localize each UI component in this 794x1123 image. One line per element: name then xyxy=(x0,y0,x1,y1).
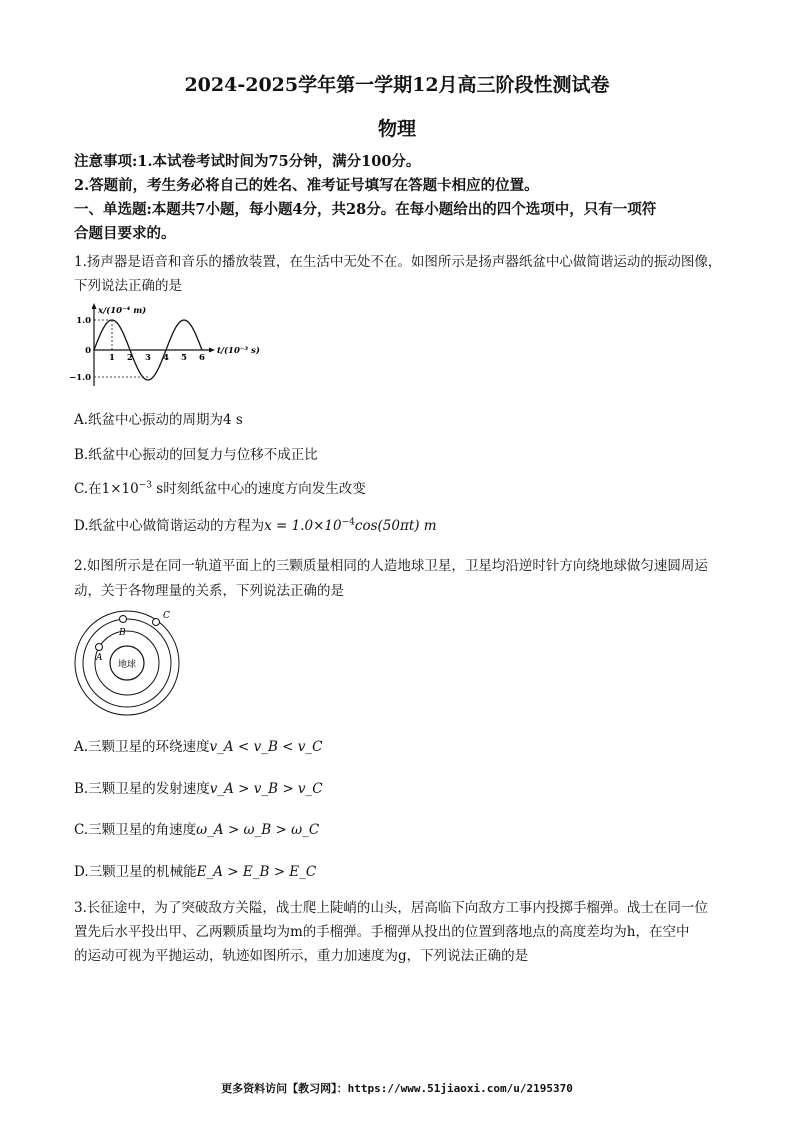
satellite-b-label: B xyxy=(119,628,126,638)
section-instructions-line-1: 一、单选题:本题共7小题，每小题4分，共28分。在每小题给出的四个选项中，只有一项符 xyxy=(74,201,657,218)
q3-stem-line-3: 的运动可视为平抛运动，轨迹如图所示，重力加速度为g，下列说法正确的是 xyxy=(74,948,529,964)
subject-title: 物理 xyxy=(377,118,416,140)
y-axis-label: x/(10⁻⁴ m) xyxy=(98,306,147,316)
notes-line-1: 注意事项:1.本试卷考试时间为75分钟，满分100分。 xyxy=(74,153,421,170)
satellite-b xyxy=(120,616,127,623)
x-tick-4: 4 xyxy=(163,353,169,363)
q1-option-c-pre: C.在1×10 xyxy=(74,481,139,497)
y-tick-min: −1.0 xyxy=(69,373,91,383)
q1-option-d xyxy=(74,514,437,534)
q2-option-d-pre: D.三颗卫星的机械能 xyxy=(74,864,197,880)
q1-vibration-graph xyxy=(69,298,262,393)
q3-stem-line-1: 3.长征途中，为了突破敌方关隘，战士爬上陡峭的山头，居高临下向敌方工事内投掷手榴弹。战士在同一位 xyxy=(74,900,708,916)
q2-option-c xyxy=(74,818,319,838)
x-axis-label: t/(10⁻³ s) xyxy=(217,346,260,356)
q1-stem-line-1: 1.扬声器是语音和音乐的播放装置，在生活中无处不在。如图所示是扬声器纸盆中心做简谐运动的振动图像， xyxy=(74,254,722,270)
q2-option-a-eq: v_A < v_B < v_C xyxy=(209,739,323,755)
q2-option-a xyxy=(74,735,322,755)
q3-stem-line-2: 置先后水平投出甲、乙两颗质量均为m的手榴弹。手榴弹从投出的位置到落地点的高度差均为h，在空中 xyxy=(74,924,690,940)
section-instructions-line-2: 合题目要求的。 xyxy=(74,225,176,242)
y-tick-max: 1.0 xyxy=(76,316,91,326)
x-tick-2: 2 xyxy=(127,353,133,363)
satellite-c-label: C xyxy=(163,611,170,621)
footer-link[interactable]: 更多资料访问【教习网】：https://www.51jiaoxi.com/u/2195370 xyxy=(221,1082,573,1095)
q2-option-b-eq: v_A > v_B > v_C xyxy=(209,781,323,797)
q2-option-c-eq: ω_A > ω_B > ω_C xyxy=(196,822,320,838)
q2-option-b xyxy=(74,777,323,797)
x-axis-arrow xyxy=(209,348,215,353)
q1-option-a: A.纸盆中心振动的周期为4 s xyxy=(74,412,243,428)
q1-option-c-post: s时刻纸盆中心的速度方向发生改变 xyxy=(152,481,366,497)
q2-orbit-figure xyxy=(72,608,182,718)
q2-option-c-pre: C.三颗卫星的角速度 xyxy=(74,822,197,838)
q2-option-d-eq: E_A > E_B > E_C xyxy=(196,864,317,880)
q2-option-b-pre: B.三颗卫星的发射速度 xyxy=(74,781,210,797)
q1-option-d-eq2: cos(50πt) m xyxy=(354,518,437,534)
notes-line-2: 2.答题前，考生务必将自己的姓名、准考证号填写在答题卡相应的位置。 xyxy=(74,177,539,194)
q1-option-d-pre: D.纸盆中心做简谐运动的方程为 xyxy=(74,518,265,534)
q1-option-d-eq: x = 1.0×10 xyxy=(264,518,342,534)
q1-option-d-sup: −4 xyxy=(341,517,355,528)
q2-stem-line-1: 2.如图所示是在同一轨道平面上的三颗质量相同的人造地球卫星，卫星均沿逆时针方向绕地球做匀速圆周运 xyxy=(74,558,708,574)
y-axis-arrow xyxy=(92,303,97,309)
q1-option-c-sup: −3 xyxy=(138,480,152,491)
q1-option-c xyxy=(74,477,366,497)
x-tick-1: 1 xyxy=(109,353,115,363)
q2-option-a-pre: A.三颗卫星的环绕速度 xyxy=(74,739,210,755)
satellite-a xyxy=(96,644,103,651)
q2-stem-line-2: 动，关于各物理量的关系，下列说法正确的是 xyxy=(74,583,344,599)
y-tick-zero: 0 xyxy=(85,346,91,356)
exam-title: 2024-2025学年第一学期12月高三阶段性测试卷 xyxy=(184,74,610,96)
x-tick-5: 5 xyxy=(181,353,187,363)
earth-label: 地球 xyxy=(117,660,137,670)
x-tick-3: 3 xyxy=(145,353,151,363)
x-tick-6: 6 xyxy=(199,353,205,363)
satellite-a-label: A xyxy=(96,653,103,663)
q2-option-d xyxy=(74,860,316,880)
q1-option-b: B.纸盆中心振动的回复力与位移不成正比 xyxy=(74,447,318,463)
q1-stem-line-2: 下列说法正确的是 xyxy=(74,278,182,294)
satellite-c xyxy=(153,619,160,626)
